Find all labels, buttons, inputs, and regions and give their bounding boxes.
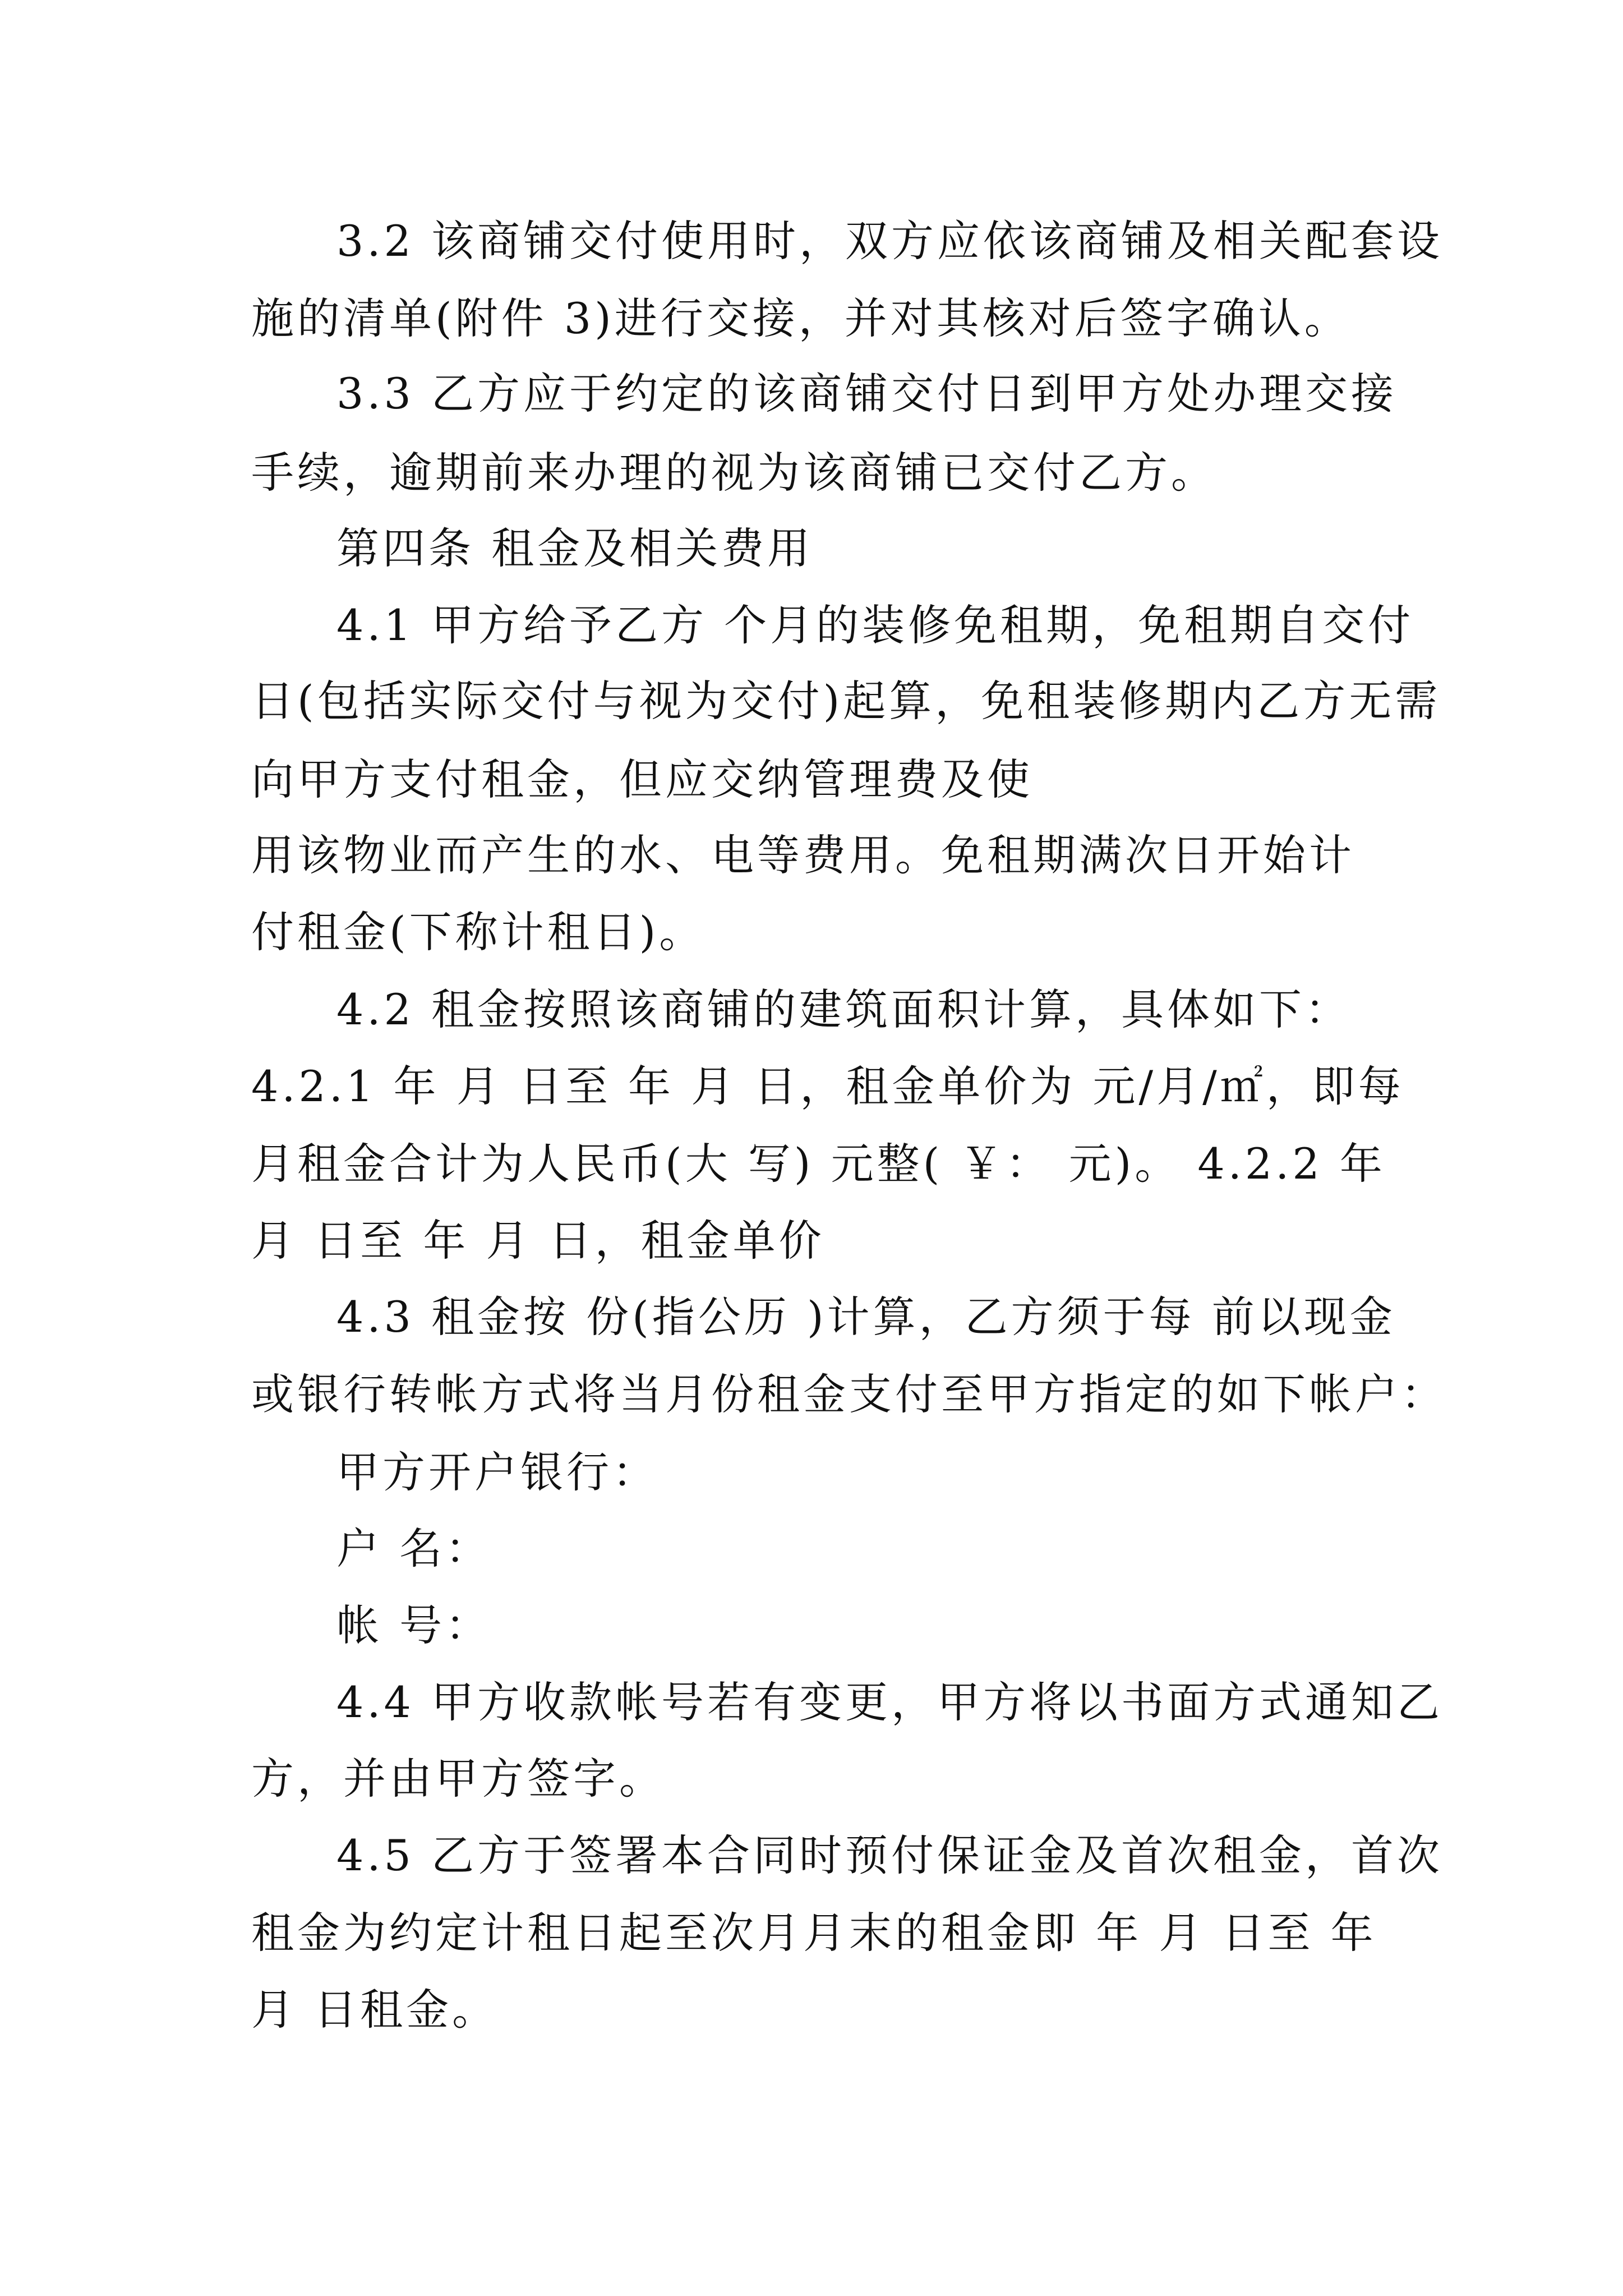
text-line: 3.3 乙方应于约定的该商铺交付日到甲方处办理交接 xyxy=(336,369,1398,418)
text-line: 4.3 租金按 份(指公历 )计算，乙方须于每 前以现金 xyxy=(336,1292,1396,1342)
text-line: 甲方开户银行： xyxy=(336,1447,658,1497)
text-line: 方，并由甲方签字。 xyxy=(251,1754,665,1803)
text-line: 施的清单(附件 3)进行交接，并对其核对后签字确认。 xyxy=(251,293,1350,343)
text-line: 4.1 甲方给予乙方 个月的装修免租期，免租期自交付 xyxy=(336,600,1414,650)
text-line: 户 名： xyxy=(336,1524,492,1573)
text-line: 月 日至 年 月 日，租金单价 xyxy=(251,1216,825,1266)
text-line: 月租金合计为人民币(大 写) 元整( ￥： 元)。 4.2.2 年 xyxy=(251,1139,1386,1189)
text-line: 月 日租金。 xyxy=(251,1985,499,2035)
text-line: 日(包括实际交付与视为交付)起算，免租装修期内乙方无需 xyxy=(251,676,1441,726)
text-line: 手续，逾期前来办理的视为该商铺已交付乙方。 xyxy=(251,448,1217,498)
text-line: 或银行转帐方式将当月份租金支付至甲方指定的如下帐户： xyxy=(251,1369,1447,1419)
text-line: 帐 号： xyxy=(336,1600,492,1650)
section-heading: 第四条 租金及相关费用 xyxy=(336,523,814,573)
text-line: 用该物业而产生的水、电等费用。免租期满次日开始计 xyxy=(251,830,1355,880)
text-line: 4.5 乙方于签署本合同时预付保证金及首次租金，首次 xyxy=(336,1830,1444,1880)
text-line: 付租金(下称计租日)。 xyxy=(251,907,706,957)
text-line: 租金为约定计租日起至次月月末的租金即 年 月 日至 年 xyxy=(251,1908,1377,1958)
text-line: 3.2 该商铺交付使用时，双方应依该商铺及相关配套设 xyxy=(336,216,1444,266)
text-line: 4.2.1 年 月 日至 年 月 日，租金单价为 元/月/㎡，即每 xyxy=(251,1061,1404,1111)
text-line: 向甲方支付租金，但应交纳管理费及使 xyxy=(251,754,1033,804)
text-line: 4.2 租金按照该商铺的建筑面积计算，具体如下： xyxy=(336,984,1352,1034)
text-line: 4.4 甲方收款帐号若有变更，甲方将以书面方式通知乙 xyxy=(336,1677,1444,1727)
